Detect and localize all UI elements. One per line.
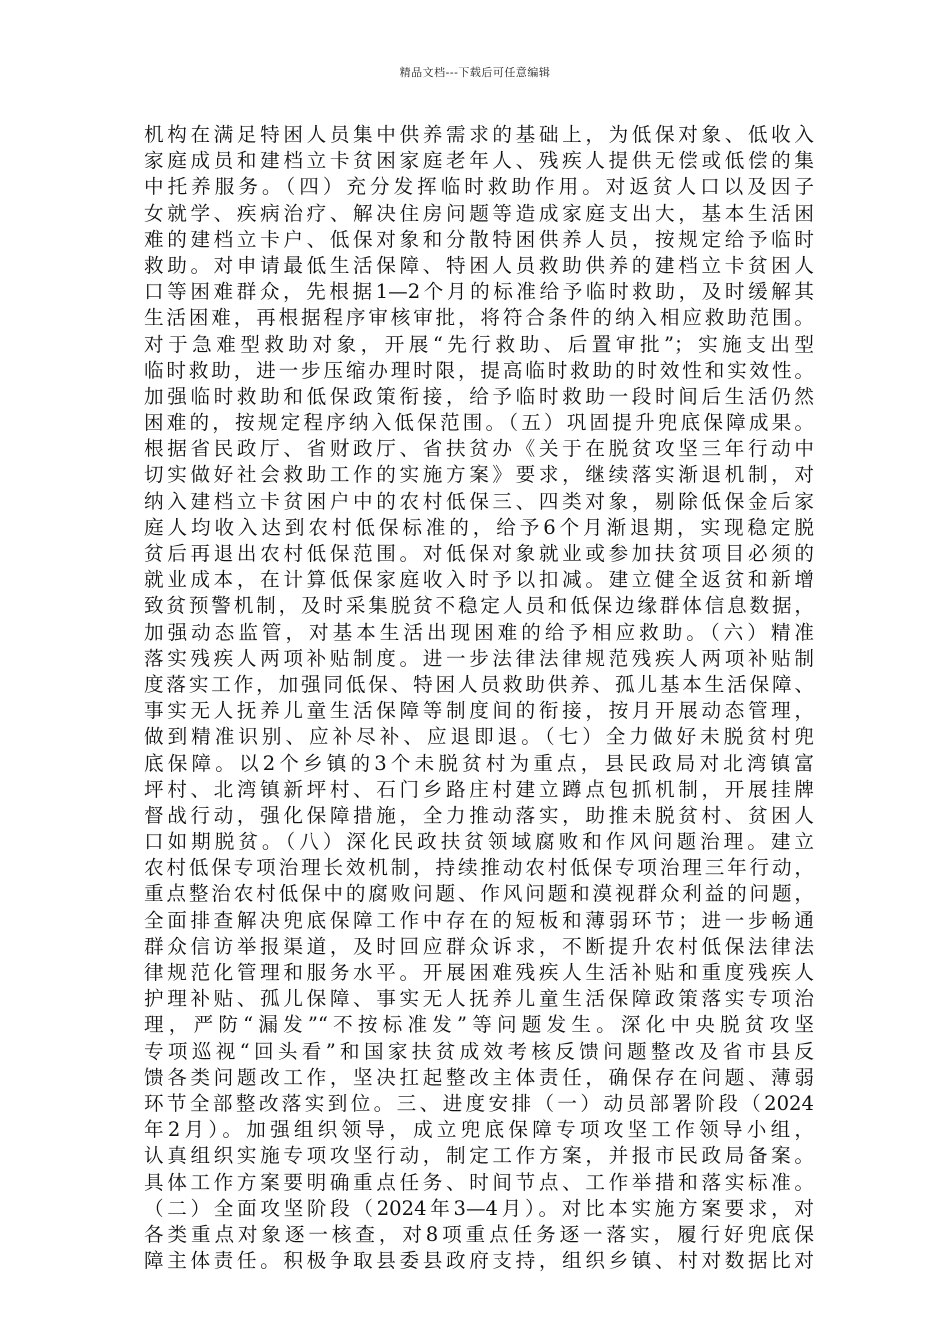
text-line: 做到精准识别、应补尽补、应退即退。（七）全力做好未脱贫村兜 — [144, 725, 814, 749]
text-line: 事实无人抚养儿童生活保障等制度间的衔接，按月开展动态管理， — [144, 699, 814, 723]
text-line: 救助。对申请最低生活保障、特困人员救助供养的建档立卡贫困人 — [144, 253, 814, 277]
text-line: 障主体责任。积极争取县委县政府支持，组织乡镇、村对数据比对 — [144, 1249, 814, 1273]
text-line: 切实做好社会救助工作的实施方案》要求，继续落实渐退机制，对 — [144, 463, 814, 487]
text-line: 临时救助，进一步压缩办理时限，提高临时救助的时效性和实效性。 — [144, 358, 814, 382]
text-line: 家庭成员和建档立卡贫困家庭老年人、残疾人提供无偿或低偿的集 — [144, 149, 814, 173]
text-line: 重点整治农村低保中的腐败问题、作风问题和漠视群众利益的问题， — [144, 882, 814, 906]
text-line: 理，严防“漏发”“不按标准发”等问题发生。深化中央脱贫攻坚 — [144, 1013, 814, 1037]
text-line: 专项巡视“回头看”和国家扶贫成效考核反馈问题整改及省市县反 — [144, 1039, 814, 1063]
text-line: 根据省民政厅、省财政厅、省扶贫办《关于在脱贫攻坚三年行动中 — [144, 437, 814, 461]
text-line: 庭人均收入达到农村低保标准的，给予6个月渐退期，实现稳定脱 — [144, 515, 814, 539]
text-line: 加强动态监管，对基本生活出现困难的给予相应救助。（六）精准 — [144, 620, 814, 644]
body-text — [144, 122, 814, 1274]
text-line: 环节全部整改落实到位。三、进度安排（一）动员部署阶段（2024 — [144, 1091, 814, 1115]
text-line: 督战行动，强化保障措施，全力推动落实，助推未脱贫村、贫困人 — [144, 803, 814, 827]
text-line: 度落实工作，加强同低保、特困人员救助供养、孤儿基本生活保障、 — [144, 672, 814, 696]
text-line: 护理补贴、孤儿保障、事实无人抚养儿童生活保障政策落实专项治 — [144, 987, 814, 1011]
header-note: 精品文档---下载后可任意编辑 — [399, 66, 551, 79]
text-line: 中托养服务。（四）充分发挥临时救助作用。对返贫人口以及因子 — [144, 175, 814, 199]
text-line: 群众信访举报渠道，及时回应群众诉求，不断提升农村低保法律法 — [144, 934, 814, 958]
text-line: 坪村、北湾镇新坪村、石门乡路庄村建立蹲点包抓机制，开展挂牌 — [144, 777, 814, 801]
text-line: 农村低保专项治理长效机制，持续推动农村低保专项治理三年行动， — [144, 856, 814, 880]
text-line: 具体工作方案要明确重点任务、时间节点、工作举措和落实标准。 — [144, 1170, 814, 1194]
text-line: 纳入建档立卡贫困户中的农村低保三、四类对象，剔除低保金后家 — [144, 489, 814, 513]
text-line: 生活困难，再根据程序审核审批，将符合条件的纳入相应救助范围。 — [144, 306, 814, 330]
text-line: （二）全面攻坚阶段（2024年3—4月）。对比本实施方案要求，对 — [144, 1196, 814, 1220]
text-line: 口如期脱贫。（八）深化民政扶贫领域腐败和作风问题治理。建立 — [144, 830, 814, 854]
text-line: 就业成本，在计算低保家庭收入时予以扣减。建立健全返贫和新增 — [144, 568, 814, 592]
text-line: 律规范化管理和服务水平。开展困难残疾人生活补贴和重度残疾人 — [144, 961, 814, 984]
text-line: 贫后再退出农村低保范围。对低保对象就业或参加扶贫项目必须的 — [144, 542, 814, 565]
text-line: 底保障。以2个乡镇的3个未脱贫村为重点，县民政局对北湾镇富 — [144, 751, 814, 775]
text-line: 全面排查解决兜底保障工作中存在的短板和薄弱环节；进一步畅通 — [144, 908, 814, 932]
text-line: 年2月）。加强组织领导，成立兜底保障专项攻坚工作领导小组， — [144, 1118, 814, 1142]
text-line: 各类重点对象逐一核查，对8项重点任务逐一落实，履行好兜底保 — [144, 1222, 814, 1246]
text-line: 机构在满足特困人员集中供养需求的基础上，为低保对象、低收入 — [144, 123, 814, 146]
text-line: 困难的，按规定程序纳入低保范围。（五）巩固提升兜底保障成果。 — [144, 411, 814, 435]
text-line: 女就学、疾病治疗、解决住房问题等造成家庭支出大，基本生活困 — [144, 201, 814, 225]
text-line: 口等困难群众，先根据1—2个月的标准给予临时救助，及时缓解其 — [144, 280, 814, 304]
text-line: 认真组织实施专项攻坚行动，制定工作方案，并报市民政局备案。 — [144, 1144, 814, 1168]
text-line: 难的建档立卡户、低保对象和分散特困供养人员，按规定给予临时 — [144, 227, 814, 251]
text-line: 对于急难型救助对象，开展“先行救助、后置审批”；实施支出型 — [144, 332, 814, 356]
text-line: 馈各类问题改工作，坚决扛起整改主体责任，确保存在问题、薄弱 — [144, 1065, 814, 1089]
text-line: 致贫预警机制，及时采集脱贫不稳定人员和低保边缘群体信息数据， — [144, 594, 814, 618]
text-line: 落实残疾人两项补贴制度。进一步法律法律规范残疾人两项补贴制 — [144, 646, 814, 670]
text-line: 加强临时救助和低保政策衔接，给予临时救助一段时间后生活仍然 — [144, 384, 814, 408]
